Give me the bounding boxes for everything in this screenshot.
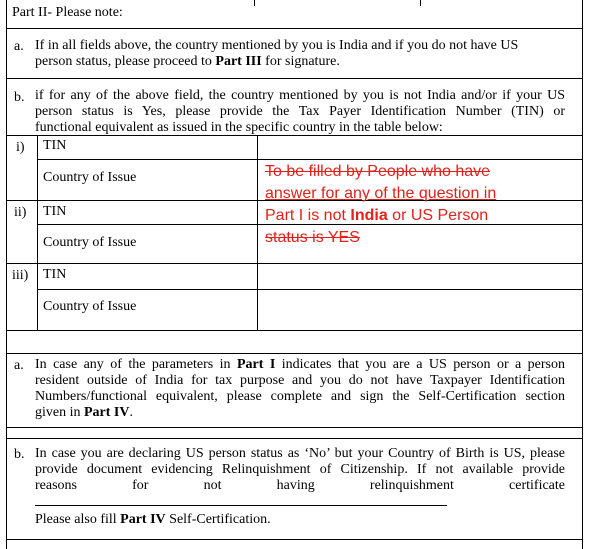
tin-row-index: iii) — [12, 268, 29, 283]
left-border — [6, 0, 7, 549]
divider — [6, 438, 583, 439]
country-of-issue-label: Country of Issue — [43, 170, 137, 185]
divider — [420, 0, 421, 6]
note-c-marker: a. — [14, 358, 24, 373]
divider — [6, 28, 583, 29]
note-b-line1: if for any of the above field, the country mentioned by you is not India and/or if your US — [35, 88, 565, 103]
annotation-line2: answer for any of the question in — [265, 185, 497, 202]
tin-label: TIN — [43, 138, 67, 153]
note-d-line1: In case you are declaring US person status as ‘No’ but your Country of Birth is US, please — [35, 446, 565, 461]
note-b-marker: b. — [14, 90, 25, 105]
country-of-issue-label: Country of Issue — [43, 299, 137, 314]
annotation-line1: To be filled by People who have — [265, 163, 491, 180]
divider — [6, 539, 583, 540]
table-line — [6, 263, 583, 264]
part-heading: Part II- Please note: — [12, 5, 123, 20]
note-b-line2: person status is Yes, please provide the Tax Payer Identification Number (TIN) or — [35, 104, 565, 119]
tin-row-index: i) — [16, 140, 25, 155]
table-line — [6, 353, 583, 354]
note-c-line1: In case any of the parameters in Part I indicates that you are a US person or a person — [35, 357, 565, 372]
table-line — [257, 135, 258, 331]
tin-label: TIN — [43, 267, 67, 282]
table-line — [38, 289, 583, 290]
note-d-line2: provide document evidencing Relinquishment of Citizenship. If not available provide — [35, 462, 565, 477]
divider — [254, 0, 255, 6]
table-line — [6, 330, 583, 331]
annotation-line3: Part I is not India or US Person — [265, 207, 489, 224]
note-d-line3: reasons for not having relinquishment certificate — [35, 478, 565, 493]
note-b-line3: functional equivalent as issued in the specific country in the table below: — [35, 120, 443, 135]
table-line — [6, 135, 583, 136]
tin-row-index: ii) — [14, 205, 27, 220]
note-a-line2: person status, please proceed to Part III for signature. — [35, 54, 340, 69]
note-c-line3: Numbers/functional equivalent, please complete and sign the Self-Certification section — [35, 389, 565, 404]
country-of-issue-label: Country of Issue — [43, 235, 137, 250]
divider — [6, 427, 583, 428]
note-a-marker: a. — [14, 39, 24, 54]
tin-label: TIN — [43, 204, 67, 219]
note-c-line4: given in Part IV. — [35, 405, 133, 420]
divider — [6, 78, 583, 79]
reason-entry-line — [35, 505, 447, 506]
note-a-line1: If in all fields above, the country mentioned by you is India and if you do not have US — [35, 38, 519, 53]
note-c-line2: resident outside of India for tax purpose and you do not have Taxpayer Identification — [35, 373, 565, 388]
right-border — [582, 0, 583, 549]
annotation-line4: status is YES — [265, 229, 360, 246]
note-d-marker: b. — [14, 447, 25, 462]
note-d-line4: Please also fill Part IV Self-Certification. — [35, 512, 271, 527]
table-line — [37, 135, 38, 331]
